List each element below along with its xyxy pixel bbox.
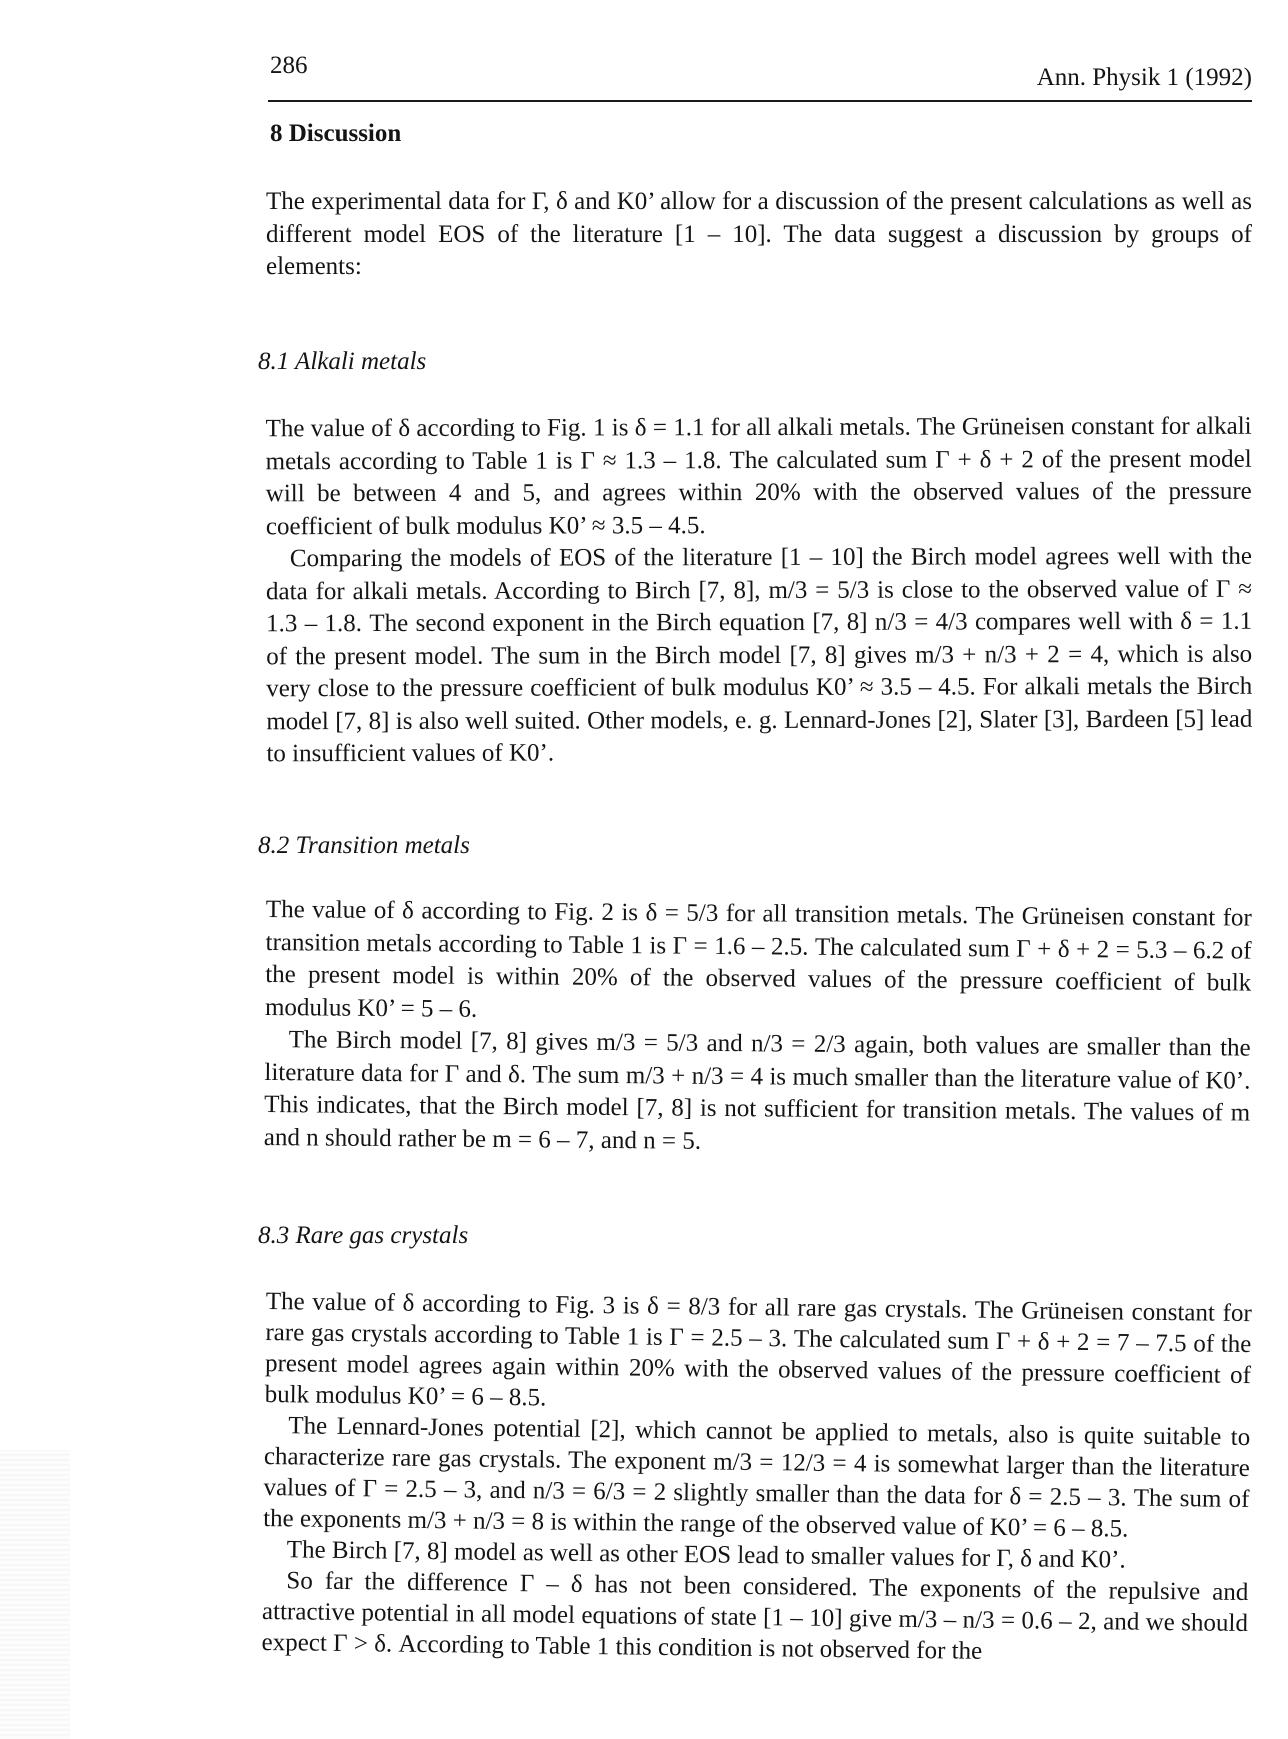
paragraph: The value of δ according to Fig. 1 is δ = 1.1 for all alkali metals. The Grüneisen constant for alkali metals according to Table 1 is Γ ≈ 1.3 – 1.8. The calculated sum Γ + δ + 2 of the present model will be between 4 and 5, and agrees within 20% with the observed values of the pressure coefficient of bulk modulus K0’ ≈ 3.5 – 4.5.	[265, 412, 1252, 540]
intro-paragraph: The experimental data for Γ, δ and K0’ allow for a discussion of the present calculations as well as different model EOS of the literature [1 – 10]. The data suggest a discussion by groups of elements:	[266, 188, 1252, 280]
paragraph: The value of δ according to Fig. 2 is δ = 5/3 for all transition metals. The Grüneisen constant for transition metals according to Table 1 is Γ = 1.6 – 2.5. The calculated sum Γ + δ + 2 = 5.3 – 6.2 of the present model is within 20% of the observed values of the pressure coefficient of bulk modulus K0’ = 5 – 6.	[264, 895, 1252, 1023]
paragraph: So far the difference Γ – δ has not been considered. The exponents of the repulsive and attractive potential in all model equations of state [1 – 10] give m/3 – n/3 = 0.6 – 2, and we should expect Γ > δ. According to Table 1 this condition is not observed for the	[261, 1567, 1249, 1665]
paragraph: Comparing the models of EOS of the literature [1 – 10] the Birch model agrees well with the data for alkali metals. According to Birch [7, 8], m/3 = 5/3 is close to the observed value of Γ ≈ 1.3 – 1.8. The second exponent in the Birch equation [7, 8] n/3 = 4/3 compares well with δ = 1.1 of the present model. The sum in the Birch model [7, 8] gives m/3 + n/3 + 2 = 4, which is also very close to the pressure coefficient of bulk modulus K0’ ≈ 3.5 – 4.5. For alkali metals the Birch model [7, 8] is also well suited. Other models, e. g. Lennard-Jones [2], Slater [3], Bardeen [5] lead to insufficient values of K0’.	[265, 542, 1253, 768]
page-number: 286	[270, 52, 308, 79]
section-title: 8 Discussion	[270, 120, 402, 147]
paragraph: The Lennard-Jones potential [2], which cannot be applied to metals, also is quite suitable to characterize rare gas crystals. The exponent m/3 = 12/3 = 4 is somewhat larger than the literature values of Γ = 2.5 – 3, and n/3 = 6/3 = 2 slightly smaller than the data for δ = 2.5 – 3. The sum of the exponents m/3 + n/3 = 8 is within the range of the observed value of K0’ = 6 – 8.5.	[262, 1412, 1251, 1543]
subsection-heading-alkali: 8.1 Alkali metals	[258, 348, 427, 375]
paragraph: The Birch model [7, 8] gives m/3 = 5/3 and n/3 = 2/3 again, both values are smaller than the literature data for Γ and δ. The sum m/3 + n/3 = 4 is much smaller than the literature value of K0’. This indicates, that the Birch model [7, 8] is not sufficient for transition metals. The values of m and n should rather be m = 6 – 7, and n = 5.	[263, 1026, 1251, 1155]
running-head: Ann. Physik 1 (1992)	[1036, 64, 1252, 91]
subsection-body-transition	[264, 894, 1252, 1163]
paragraph: The Birch [7, 8] model as well as other EOS lead to smaller values for Γ, δ and K0’.	[286, 1536, 1126, 1574]
page-header	[268, 48, 1252, 102]
section-intro	[266, 186, 1252, 284]
subsection-body-rare-gas	[261, 1286, 1251, 1670]
scan-edge-noise	[0, 1450, 70, 1739]
subsection-heading-transition: 8.2 Transition metals	[258, 832, 470, 859]
subsection-heading-rare-gas: 8.3 Rare gas crystals	[258, 1222, 469, 1249]
subsection-body-alkali	[266, 411, 1253, 771]
paragraph: The value of δ according to Fig. 3 is δ = 8/3 for all rare gas crystals. The Grüneisen constant for rare gas crystals according to Table 1 is Γ = 2.5 – 3. The calculated sum Γ + δ + 2 = 7 – 7.5 of the present model agrees again within 20% with the observed values of the pressure coefficient of bulk modulus K0’ = 6 – 8.5.	[264, 1287, 1252, 1412]
